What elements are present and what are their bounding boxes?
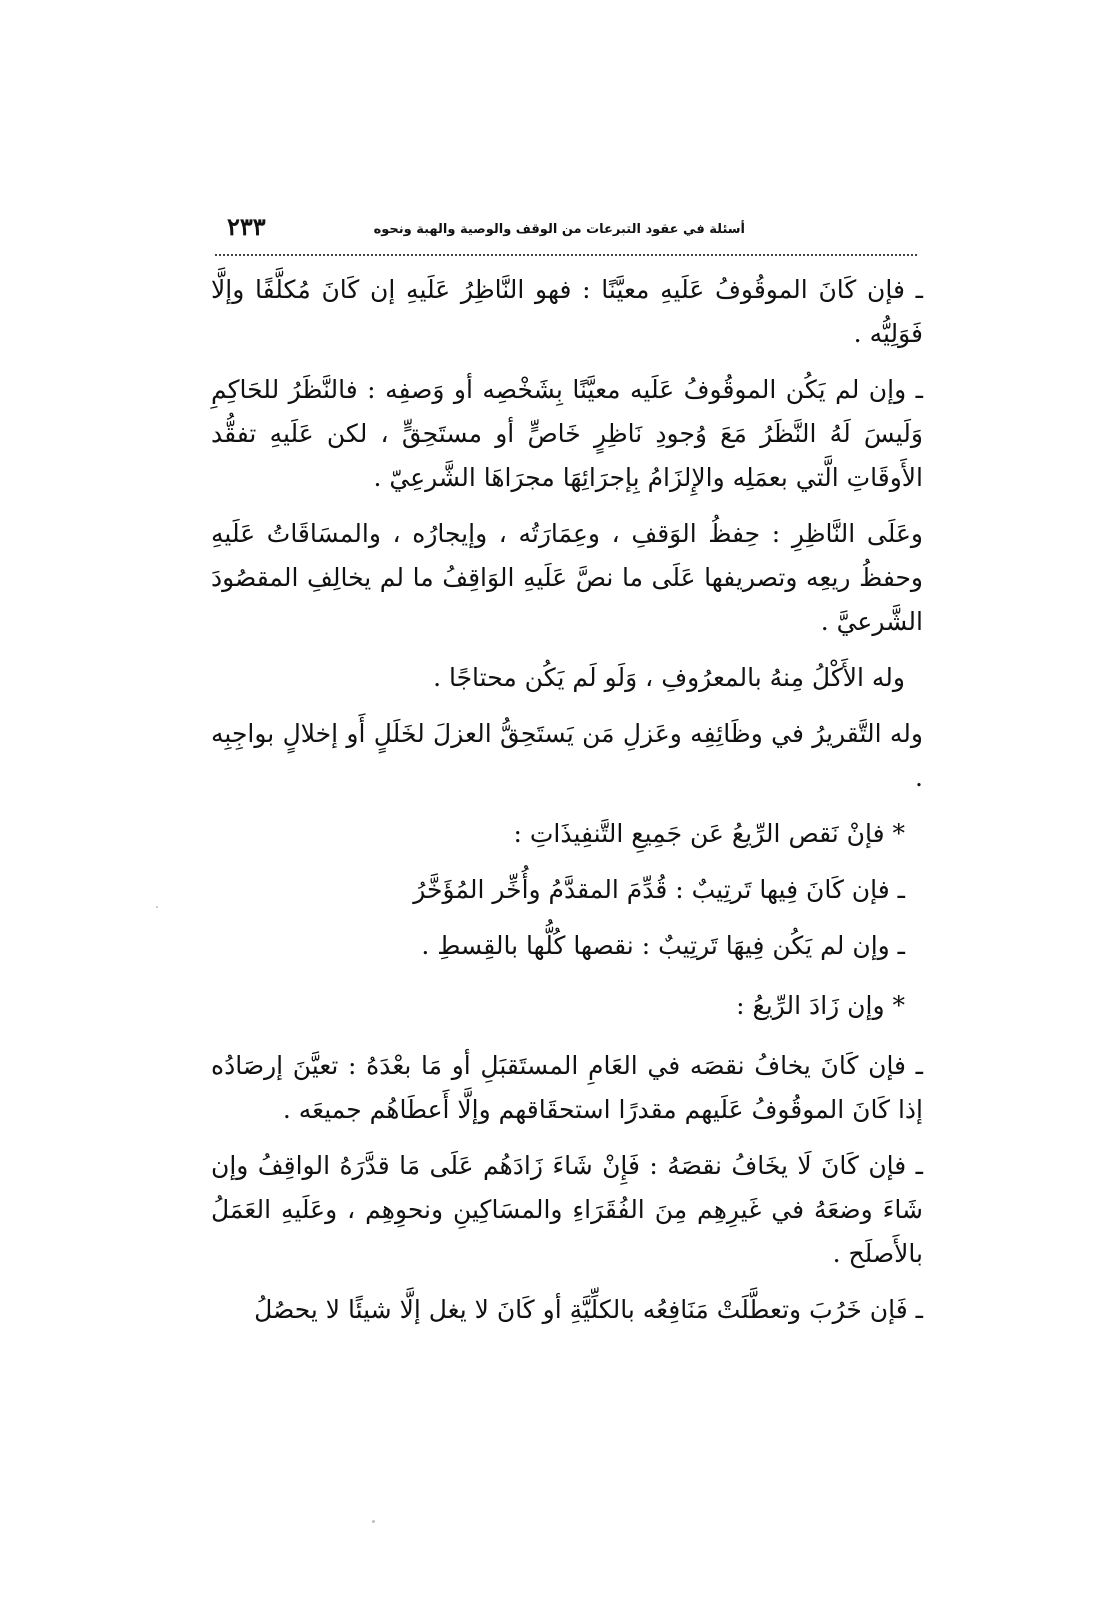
paragraph: ـ فإن كَانَ لَا يخَافُ نقصَهُ : فَإِنْ شَاءَ زَادَهُم عَلَى مَا قدَّرَهُ الواقِفُ وإن شَاءَ وضعَهُ في غَيرِهِم مِنَ الفُقَرَاءِ والمسَاكِينِ ونحوِهِم ، وعَلَيهِ العَمَلُ بالأَصلَح .	[211, 1151, 923, 1268]
paragraph: وله الأَكْلُ مِنهُ بالمعرُوفِ ، وَلَو لَم يَكُن محتاجًا .	[433, 663, 905, 692]
page-body	[211, 268, 923, 1332]
paragraph: ـ فَإن خَرُبَ وتعطَّلَتْ مَنَافِعُه بالكلِّيَّةِ أو كَانَ لا يغل إلَّا شيئًا لا يحصُلُ	[254, 1295, 923, 1324]
paragraph: ـ وإن لم يَكُن الموقُوفُ عَلَيه معيَّنًا بِشَخْصِه أو وَصفِه : فالنَّظَرُ للحَاكِمِ وَلَيسَ لَهُ النَّظَرُ مَعَ وُجودِ نَاظِرٍ خَاصٍّ أو مستَحِقٍّ ، لكن عَلَيهِ تفقُّد الأَوقَاتِ الَّتي بعمَلِه والإِلزَامُ بِإجرَائِهَا مجرَاهَا الشَّرعِيّ .	[211, 375, 923, 492]
header-divider	[215, 254, 917, 256]
page-header	[215, 212, 915, 252]
paragraph: وله التَّقريرُ في وظَائِفِه وعَزلِ مَن يَستَحِقُّ العزلَ لخَلَلٍ أَو إخلالٍ بواجِبِه .	[211, 719, 923, 792]
paragraph: ـ فإن كَانَ الموقُوفُ عَلَيهِ معيَّنًا : فهو النَّاظِرُ عَلَيهِ إن كَانَ مُكلَّفًا وإلَّا فَوَلِيُّه .	[211, 275, 923, 348]
page-number: ٢٣٣	[227, 212, 266, 241]
section-marker: * فإنْ نَقص الرِّيعُ عَن جَمِيعِ التَّنفِيذَاتِ :	[513, 819, 905, 848]
running-title: أسئلة في عقود التبرعات من الوقف والوصية والهبة ونحوه	[373, 222, 745, 237]
section-marker: * وإن زَادَ الرِّيعُ :	[736, 991, 905, 1020]
scan-speck	[372, 1520, 375, 1523]
paragraph: ـ فإن كَانَ فِيها تَرتِيبٌ : قُدِّمَ المقدَّمُ وأُخِّر المُؤَخَّرُ	[413, 875, 905, 904]
paragraph: ـ فإن كَانَ يخافُ نقصَه في العَامِ المستَقبَلِ أو مَا بعْدَهُ : تعيَّنَ إرصَادُه إذا كَانَ الموقُوفُ عَلَيهم مقدرًا استحقَاقهم وإلَّا أَعطَاهُم جميعَه .	[211, 1051, 923, 1124]
paragraph: ـ وإن لم يَكُن فِيهَا تَرتِيبٌ : نقصها كُلُّها بالقِسطِ .	[421, 931, 905, 960]
paragraph: وعَلَى النَّاظِرِ : حِفظُ الوَقفِ ، وعِمَارَتُه ، وإيجارُه ، والمسَاقَاتُ عَلَيهِ وحفظُ ريعِه وتصريفها عَلَى ما نصَّ عَلَيهِ الوَاقِفُ ما لم يخالِفِ المقصُودَ الشَّرعيَّ .	[211, 519, 923, 636]
scan-speck	[156, 906, 158, 908]
